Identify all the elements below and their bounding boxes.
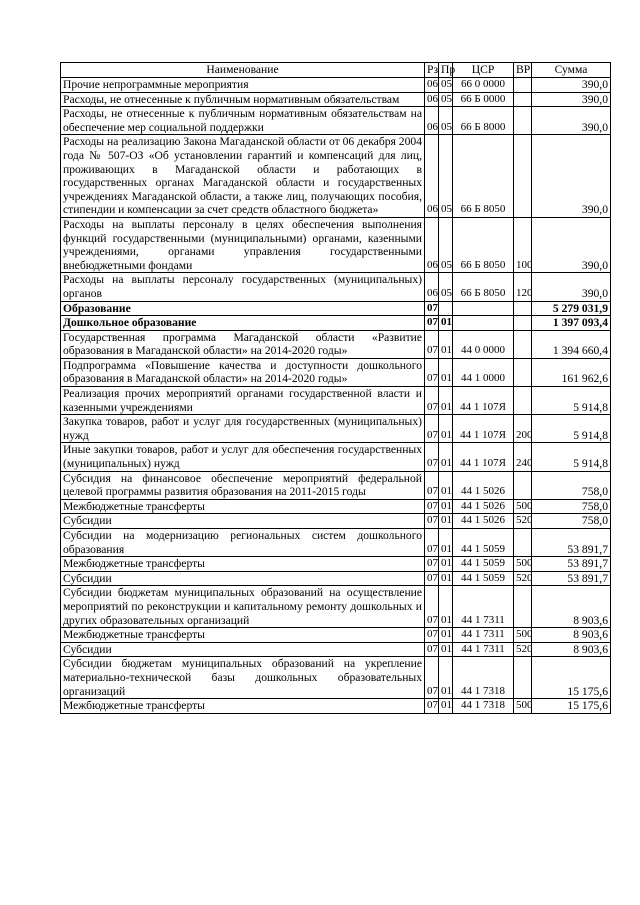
cell-sum: 8 903,6 bbox=[532, 586, 611, 628]
table-row bbox=[61, 415, 611, 443]
table-row bbox=[61, 657, 611, 699]
cell-name: Образование bbox=[61, 301, 425, 316]
table-row bbox=[61, 217, 611, 272]
cell-csr: 44 1 107Я bbox=[453, 387, 514, 415]
cell-rz: 06 bbox=[425, 92, 439, 107]
cell-sum: 758,0 bbox=[532, 499, 611, 514]
cell-sum: 53 891,7 bbox=[532, 557, 611, 572]
cell-pr: 01 bbox=[439, 699, 453, 714]
cell-name: Государственная программа Магаданской области «Развитие образования в Магаданской области» на 2014-2020 годы» bbox=[61, 330, 425, 358]
cell-rz: 07 bbox=[425, 571, 439, 586]
table-row bbox=[61, 107, 611, 135]
cell-sum: 5 914,8 bbox=[532, 415, 611, 443]
cell-vr bbox=[514, 316, 532, 331]
cell-rz: 07 bbox=[425, 443, 439, 471]
cell-sum: 390,0 bbox=[532, 107, 611, 135]
cell-vr bbox=[514, 78, 532, 93]
cell-pr: 01 bbox=[439, 571, 453, 586]
cell-sum: 5 914,8 bbox=[532, 443, 611, 471]
cell-name: Расходы, не отнесенные к публичным нормативным обязательствам bbox=[61, 92, 425, 107]
cell-csr: 44 1 7311 bbox=[453, 642, 514, 657]
cell-vr bbox=[514, 471, 532, 499]
cell-pr: 01 bbox=[439, 657, 453, 699]
cell-vr: 500 bbox=[514, 628, 532, 643]
cell-sum: 390,0 bbox=[532, 273, 611, 301]
cell-pr: 01 bbox=[439, 443, 453, 471]
cell-pr: 01 bbox=[439, 316, 453, 331]
table-row bbox=[61, 78, 611, 93]
cell-pr: 01 bbox=[439, 514, 453, 529]
cell-csr: 66 Б 8050 bbox=[453, 273, 514, 301]
cell-vr bbox=[514, 529, 532, 557]
cell-rz: 07 bbox=[425, 628, 439, 643]
cell-sum: 8 903,6 bbox=[532, 628, 611, 643]
table-row bbox=[61, 330, 611, 358]
cell-pr: 05 bbox=[439, 273, 453, 301]
cell-rz: 06 bbox=[425, 273, 439, 301]
cell-csr: 66 Б 0000 bbox=[453, 92, 514, 107]
cell-pr: 05 bbox=[439, 217, 453, 272]
cell-vr: 120 bbox=[514, 273, 532, 301]
cell-name: Расходы на выплаты персоналу в целях обеспечения выполнения функций государственными (муниципальными) органами, казенными учреждениями, органами управления государственными внебюджетными фондами bbox=[61, 217, 425, 272]
cell-csr: 44 1 7311 bbox=[453, 586, 514, 628]
table-row bbox=[61, 514, 611, 529]
cell-csr: 44 1 7318 bbox=[453, 699, 514, 714]
cell-sum: 758,0 bbox=[532, 471, 611, 499]
header-csr: ЦСР bbox=[453, 63, 514, 78]
cell-csr: 66 Б 8050 bbox=[453, 217, 514, 272]
cell-pr: 05 bbox=[439, 78, 453, 93]
cell-rz: 07 bbox=[425, 330, 439, 358]
cell-name: Межбюджетные трансферты bbox=[61, 699, 425, 714]
cell-vr: 520 bbox=[514, 514, 532, 529]
table-row bbox=[61, 471, 611, 499]
cell-rz: 06 bbox=[425, 217, 439, 272]
cell-sum: 15 175,6 bbox=[532, 657, 611, 699]
cell-name: Расходы, не отнесенные к публичным нормативным обязательствам на обеспечение мер социальной поддержки bbox=[61, 107, 425, 135]
cell-sum: 390,0 bbox=[532, 135, 611, 218]
cell-sum: 1 397 093,4 bbox=[532, 316, 611, 331]
cell-rz: 06 bbox=[425, 135, 439, 218]
table-row bbox=[61, 387, 611, 415]
cell-csr: 44 1 5059 bbox=[453, 557, 514, 572]
table-row bbox=[61, 358, 611, 386]
cell-sum: 390,0 bbox=[532, 92, 611, 107]
table-header-row bbox=[61, 63, 611, 78]
cell-vr: 240 bbox=[514, 443, 532, 471]
cell-csr: 44 1 5026 bbox=[453, 514, 514, 529]
cell-vr: 520 bbox=[514, 571, 532, 586]
table-row bbox=[61, 273, 611, 301]
cell-sum: 390,0 bbox=[532, 217, 611, 272]
cell-rz: 06 bbox=[425, 78, 439, 93]
cell-rz: 06 bbox=[425, 107, 439, 135]
cell-rz: 07 bbox=[425, 358, 439, 386]
cell-name: Подпрограмма «Повышение качества и доступности дошкольного образования в Магаданской области» на 2014-2020 годы» bbox=[61, 358, 425, 386]
cell-name: Субсидии бюджетам муниципальных образований на осуществление мероприятий по реконструкции и капитальному ремонту дошкольных и других образовательных организаций bbox=[61, 586, 425, 628]
cell-sum: 390,0 bbox=[532, 78, 611, 93]
table-row bbox=[61, 642, 611, 657]
cell-sum: 758,0 bbox=[532, 514, 611, 529]
cell-csr: 44 0 0000 bbox=[453, 330, 514, 358]
cell-csr: 44 1 5059 bbox=[453, 571, 514, 586]
cell-name: Субсидии bbox=[61, 642, 425, 657]
budget-table bbox=[60, 62, 611, 714]
cell-name: Субсидии bbox=[61, 571, 425, 586]
cell-csr: 44 1 5026 bbox=[453, 499, 514, 514]
cell-pr: 01 bbox=[439, 387, 453, 415]
cell-pr: 01 bbox=[439, 529, 453, 557]
cell-name: Реализация прочих мероприятий органами государственной власти и казенными учреждениями bbox=[61, 387, 425, 415]
cell-name: Субсидии бюджетам муниципальных образований на укрепление материально-технической базы дошкольных образовательных организаций bbox=[61, 657, 425, 699]
cell-csr: 44 1 5026 bbox=[453, 471, 514, 499]
table-row bbox=[61, 699, 611, 714]
cell-sum: 15 175,6 bbox=[532, 699, 611, 714]
document-page bbox=[60, 62, 610, 714]
cell-name: Дошкольное образование bbox=[61, 316, 425, 331]
cell-csr: 66 0 0000 bbox=[453, 78, 514, 93]
header-vr: ВР bbox=[514, 63, 532, 78]
cell-csr: 44 1 5059 bbox=[453, 529, 514, 557]
cell-name: Межбюджетные трансферты bbox=[61, 628, 425, 643]
cell-rz: 07 bbox=[425, 642, 439, 657]
cell-sum: 5 279 031,9 bbox=[532, 301, 611, 316]
cell-csr: 44 1 0000 bbox=[453, 358, 514, 386]
cell-vr bbox=[514, 107, 532, 135]
table-row bbox=[61, 301, 611, 316]
table-row bbox=[61, 135, 611, 218]
cell-name: Иные закупки товаров, работ и услуг для обеспечения государственных (муниципальных) нужд bbox=[61, 443, 425, 471]
cell-rz: 07 bbox=[425, 657, 439, 699]
cell-rz: 07 bbox=[425, 471, 439, 499]
cell-name: Межбюджетные трансферты bbox=[61, 499, 425, 514]
cell-rz: 07 bbox=[425, 415, 439, 443]
cell-rz: 07 bbox=[425, 499, 439, 514]
cell-csr: 44 1 107Я bbox=[453, 443, 514, 471]
cell-sum: 8 903,6 bbox=[532, 642, 611, 657]
cell-name: Субсидии на модернизацию региональных систем дошкольного образования bbox=[61, 529, 425, 557]
table-row bbox=[61, 571, 611, 586]
cell-rz: 07 bbox=[425, 529, 439, 557]
cell-vr: 200 bbox=[514, 415, 532, 443]
cell-name: Межбюджетные трансферты bbox=[61, 557, 425, 572]
cell-csr bbox=[453, 301, 514, 316]
header-rz: Рз bbox=[425, 63, 439, 78]
cell-name: Расходы на выплаты персоналу государственных (муниципальных) органов bbox=[61, 273, 425, 301]
cell-vr bbox=[514, 92, 532, 107]
cell-rz: 07 bbox=[425, 301, 439, 316]
table-row bbox=[61, 628, 611, 643]
cell-pr: 01 bbox=[439, 557, 453, 572]
cell-vr bbox=[514, 358, 532, 386]
cell-pr: 05 bbox=[439, 107, 453, 135]
header-pr: Пр bbox=[439, 63, 453, 78]
cell-vr bbox=[514, 301, 532, 316]
cell-vr bbox=[514, 135, 532, 218]
cell-name: Субсидия на финансовое обеспечение мероприятий федеральной целевой программы развития образования на 2011-2015 годы bbox=[61, 471, 425, 499]
cell-vr: 100 bbox=[514, 217, 532, 272]
table-row bbox=[61, 443, 611, 471]
cell-pr: 01 bbox=[439, 471, 453, 499]
cell-pr: 01 bbox=[439, 628, 453, 643]
cell-rz: 07 bbox=[425, 557, 439, 572]
cell-rz: 07 bbox=[425, 316, 439, 331]
table-row bbox=[61, 586, 611, 628]
cell-sum: 161 962,6 bbox=[532, 358, 611, 386]
cell-pr: 01 bbox=[439, 586, 453, 628]
cell-pr: 05 bbox=[439, 92, 453, 107]
cell-pr: 01 bbox=[439, 330, 453, 358]
cell-csr: 44 1 107Я bbox=[453, 415, 514, 443]
header-name: Наименование bbox=[61, 63, 425, 78]
table-row bbox=[61, 557, 611, 572]
table-row bbox=[61, 316, 611, 331]
cell-name: Закупка товаров, работ и услуг для государственных (муниципальных) нужд bbox=[61, 415, 425, 443]
cell-vr: 520 bbox=[514, 642, 532, 657]
cell-pr: 05 bbox=[439, 135, 453, 218]
table-row bbox=[61, 529, 611, 557]
cell-rz: 07 bbox=[425, 387, 439, 415]
cell-sum: 5 914,8 bbox=[532, 387, 611, 415]
cell-rz: 07 bbox=[425, 514, 439, 529]
cell-vr: 500 bbox=[514, 557, 532, 572]
cell-pr: 01 bbox=[439, 358, 453, 386]
table-row bbox=[61, 92, 611, 107]
cell-vr: 500 bbox=[514, 499, 532, 514]
cell-vr bbox=[514, 657, 532, 699]
cell-vr bbox=[514, 330, 532, 358]
cell-pr bbox=[439, 301, 453, 316]
cell-vr bbox=[514, 586, 532, 628]
cell-vr: 500 bbox=[514, 699, 532, 714]
cell-name: Прочие непрограммные мероприятия bbox=[61, 78, 425, 93]
cell-rz: 07 bbox=[425, 699, 439, 714]
cell-csr: 66 Б 8000 bbox=[453, 107, 514, 135]
cell-rz: 07 bbox=[425, 586, 439, 628]
cell-csr: 66 Б 8050 bbox=[453, 135, 514, 218]
cell-pr: 01 bbox=[439, 499, 453, 514]
cell-name: Субсидии bbox=[61, 514, 425, 529]
cell-pr: 01 bbox=[439, 642, 453, 657]
cell-pr: 01 bbox=[439, 415, 453, 443]
cell-name: Расходы на реализацию Закона Магаданской области от 06 декабря 2004 года № 507-ОЗ «Об установлении гарантий и компенсаций для лиц, проживающих в Магаданской области и работающих в государственных органах Магаданской области и государственных учреждениях Магаданской области, а также лиц, получающих пособия, стипендии и компенсации за счет средств областного бюджета» bbox=[61, 135, 425, 218]
table-row bbox=[61, 499, 611, 514]
cell-csr bbox=[453, 316, 514, 331]
cell-sum: 53 891,7 bbox=[532, 529, 611, 557]
cell-csr: 44 1 7318 bbox=[453, 657, 514, 699]
cell-sum: 1 394 660,4 bbox=[532, 330, 611, 358]
cell-vr bbox=[514, 387, 532, 415]
cell-sum: 53 891,7 bbox=[532, 571, 611, 586]
cell-csr: 44 1 7311 bbox=[453, 628, 514, 643]
header-sum: Сумма bbox=[532, 63, 611, 78]
